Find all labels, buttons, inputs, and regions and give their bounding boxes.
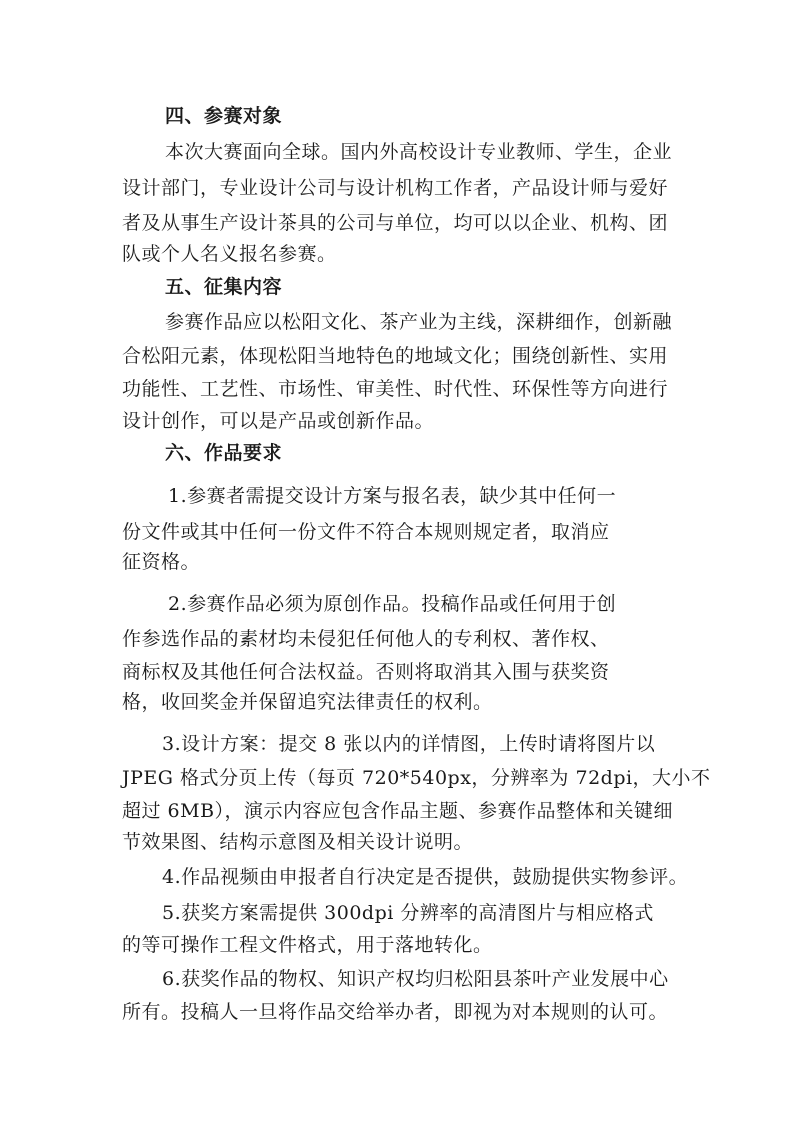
requirement-item-2-line: 商标权及其他任何合法权益。否则将取消其入围与获奖资 [122,661,610,683]
paragraph-line: 参赛作品应以松阳文化、茶产业为主线，深耕细作，创新融 [165,311,673,333]
paragraph-line: 队或个人名义报名参赛。 [122,243,337,265]
requirement-item-5-line: 的等可操作工程文件格式，用于落地转化。 [122,934,493,956]
requirement-item-1-line: 份文件或其中任何一份文件不符合本规则规定者，取消应 [122,521,610,543]
requirement-item-2-line: 2.参赛作品必须为原创作品。投稿作品或任何用于创 [168,593,617,615]
requirement-item-1-line: 征资格。 [122,551,201,573]
paragraph-line: 设计创作，可以是产品或创新作品。 [122,410,435,432]
section-heading-participants: 四、参赛对象 [165,105,283,127]
paragraph-line: 设计部门，专业设计公司与设计机构工作者，产品设计师与爱好 [122,177,669,199]
paragraph-line: 者及从事生产设计茶具的公司与单位，均可以以企业、机构、团 [122,212,669,234]
section-heading-content: 五、征集内容 [165,276,283,298]
requirement-item-6-line: 6.获奖作品的物权、知识产权均归松阳县茶叶产业发展中心 [162,968,669,990]
requirement-item-2-line: 作参选作品的素材均未侵犯任何他人的专利权、著作权、 [122,628,610,650]
requirement-item-1-line: 1.参赛者需提交设计方案与报名表，缺少其中任何一 [168,485,617,507]
requirement-item-3-line: JPEG 格式分页上传（每页 720*540px，分辨率为 72dpi，大小不 [122,767,711,789]
requirement-item-3-line: 3.设计方案：提交 8 张以内的详情图，上传时请将图片以 [162,733,656,755]
requirement-item-5-line: 5.获奖方案需提供 300dpi 分辨率的高清图片与相应格式 [162,902,654,924]
paragraph-line: 合松阳元素，体现松阳当地特色的地域文化；围绕创新性、实用 [122,345,669,367]
paragraph-line: 功能性、工艺性、市场性、审美性、时代性、环保性等方向进行 [122,378,669,400]
section-heading-requirements: 六、作品要求 [165,442,283,464]
requirement-item-3-line: 节效果图、结构示意图及相关设计说明。 [122,831,474,853]
requirement-item-3-line: 超过 6MB），演示内容应包含作品主题、参赛作品整体和关键细 [122,800,674,822]
requirement-item-2-line: 格，收回奖金并保留追究法律责任的权利。 [122,691,493,713]
requirement-item-4-line: 4.作品视频由申报者自行决定是否提供，鼓励提供实物参评。 [162,866,689,888]
paragraph-line: 本次大赛面向全球。国内外高校设计专业教师、学生，企业 [165,141,673,163]
requirement-item-6-line: 所有。投稿人一旦将作品交给举办者，即视为对本规则的认可。 [122,1001,669,1023]
